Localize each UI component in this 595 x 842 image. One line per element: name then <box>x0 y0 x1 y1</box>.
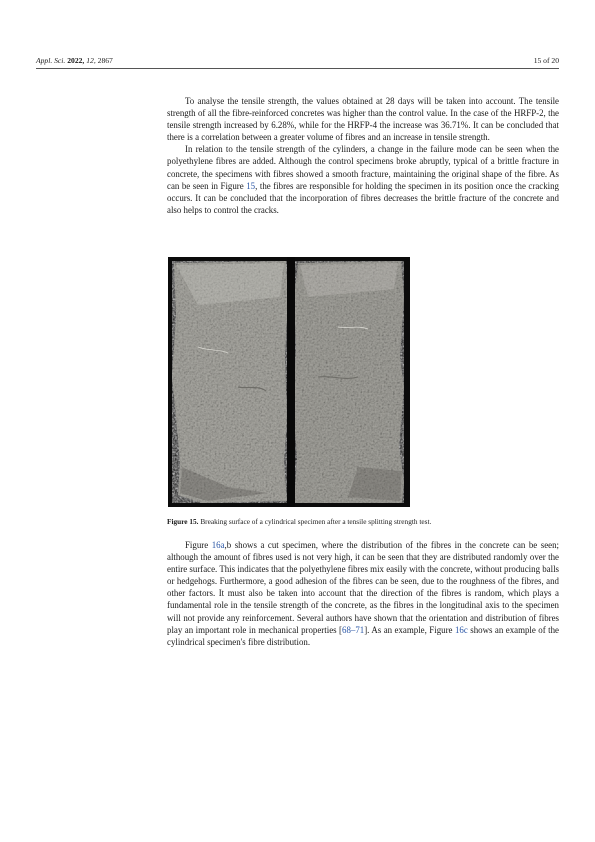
figure-caption-text: Breaking surface of a cylindrical specimen after a tensile splitting strength test. <box>200 517 432 526</box>
body-text-bottom <box>167 539 559 648</box>
paragraph-failure-mode-text-a: In relation to the tensile strength of the cylinders, a change in the failure mode can be seen when the polyethylene fibres are added. Although the control specimens broke abruptly, typical of a brittle fracture in concrete, the specimens with fibres showed a smooth fracture, maintaining the original shape of the fibre. As can be seen in Figure <box>167 144 559 191</box>
article-number: 2867 <box>97 56 113 65</box>
paragraph-fibre-distribution-text-b: ,b shows a cut specimen, where the distribution of the fibres in the concrete can be seen; although the amount of fibres used is not very high, it can be seen that they are distributed randomly over the entire surface. This indicates that the polyethylene fibres mix easily with the concrete, without producing balls or hedgehogs. Furthermore, a good adhesion of the fibres can be seen, due to the roughness of the fibres, and other factors. It must also be taken into account that the direction of the fibres is random, which plays a fundamental role in the tensile strength of the concrete, as the fibres in the longitudinal axis to the specimen will not provide any reinforcement. Several authors have shown that the orientation and distribution of fibres play an important role in mechanical properties [ <box>167 540 559 635</box>
paragraph-tensile-strength: To analyse the tensile strength, the values obtained at 28 days will be taken into account. The tensile strength of all the fibre-reinforced concretes was higher than the control value. In the case of the HRFP-2, the tensile strength increased by 6.28%, while for the HRFP-4 the increase was 36.71%. It can be concluded that there is a correlation between a greater volume of fibres and an increase in tensile strength. <box>167 96 559 143</box>
figure-16a-link[interactable]: 16a <box>211 540 225 550</box>
paragraph-failure-mode-text-b: , the fibres are responsible for holding the specimen in its position once the cracking occurs. It can be concluded that the incorporation of fibres decreases the brittle fracture of the concrete and also helps to control the cracks. <box>167 180 559 215</box>
running-header <box>36 56 559 69</box>
figure-15-link[interactable]: 15 <box>246 180 256 191</box>
paragraph-fibre-distribution-text-a: Figure <box>185 540 212 550</box>
paragraph-failure-mode <box>167 143 559 216</box>
journal-year: 2022, <box>67 56 85 65</box>
paragraph-fibre-distribution <box>167 539 559 648</box>
figure-label: Figure 15. <box>167 517 199 526</box>
figure-15-image <box>168 257 410 507</box>
right-specimen-half <box>293 261 404 503</box>
page-number: 15 of 20 <box>533 56 559 65</box>
journal-citation <box>36 56 113 65</box>
journal-volume: 12, <box>86 56 96 65</box>
citation-68-71-link[interactable]: 68–71 <box>342 624 365 635</box>
journal-name: Appl. Sci. <box>36 56 66 65</box>
paragraph-fibre-distribution-text-c: ]. As an example, Figure <box>364 624 455 635</box>
paragraph-fibre-distribution-text-d: shows an example of the cylindrical specimen's fibre distribution. <box>167 624 559 647</box>
figure-15-caption <box>167 517 559 527</box>
body-text-top <box>167 95 559 216</box>
figure-16c-link[interactable]: 16c <box>454 624 468 635</box>
